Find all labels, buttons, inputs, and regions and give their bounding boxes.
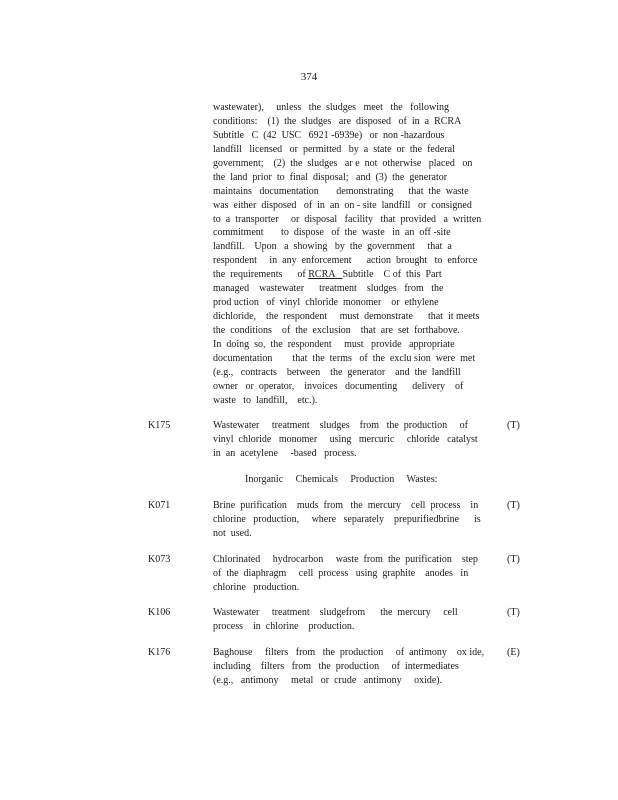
text-line: managed wastewater treatment sludges from the — [213, 283, 444, 295]
text-line: process in chlorine production. — [213, 620, 355, 632]
waste-description — [213, 419, 488, 461]
text-line: prod uction of vinyl chloride monomer or ethylene — [213, 297, 439, 309]
hazard-code: (T) — [507, 500, 520, 511]
waste-code: K175 — [148, 420, 171, 431]
hazard-code: (T) — [507, 607, 520, 618]
text-line: owner or operator, invoices documenting delivery of — [213, 380, 464, 392]
waste-description — [213, 499, 488, 541]
waste-description — [213, 553, 488, 595]
text-line: was either disposed of in an on - site landfill or consigned — [213, 199, 472, 211]
text-line: landfill. Upon a showing by the government that a — [213, 241, 452, 253]
page-number: 374 — [300, 71, 318, 83]
text-line: the land prior to final disposal; and (3) the generator — [213, 171, 448, 183]
text-line: (e.g., contracts between the generator and the landfill — [213, 366, 461, 378]
text-line: documentation that the terms of the exclu sion were met — [213, 352, 476, 364]
waste-code: K176 — [148, 647, 171, 658]
waste-description — [213, 646, 488, 688]
text-line: Subtitle C (42 USC 6921 -6939e) or non -hazardous — [213, 129, 445, 141]
waste-code: K106 — [148, 607, 171, 618]
text-line: of the diaphragm cell process using graphite anodes in — [213, 567, 469, 579]
text-line: Brine purification muds from the mercury cell process in — [213, 500, 479, 511]
text-segment: the requirements of — [213, 269, 309, 281]
text-line: respondent in any enforcement action brought to enforce — [213, 255, 478, 267]
hazard-code: (T) — [507, 420, 520, 431]
underlined-rcra: RCRA — [308, 269, 343, 281]
text-line: Wastewater treatment sludges from the production of — [213, 420, 468, 431]
text-line: wastewater), unless the sludges meet the following — [213, 102, 450, 113]
text-line: not used. — [213, 527, 252, 539]
hazard-code: (T) — [507, 554, 520, 565]
text-line: maintains documentation demonstrating that the waste — [213, 185, 469, 197]
text-line: In doing so, the respondent must provide appropriate — [213, 338, 455, 350]
waste-description — [213, 606, 488, 634]
text-line: including filters from the production of intermediates — [213, 660, 459, 672]
text-line: to a transporter or disposal facility that provided a written — [213, 213, 482, 225]
text-line: waste to landfill, etc.). — [213, 394, 318, 406]
intro-paragraph — [213, 101, 488, 408]
text-line: Baghouse filters from the production of antimony ox ide, — [213, 647, 485, 658]
text-line — [213, 268, 488, 282]
text-segment: Subtitle C of this Part — [342, 269, 442, 281]
text-line: chlorine production. — [213, 581, 300, 593]
text-line: dichloride, the respondent must demonstrate that it meets — [213, 311, 480, 323]
text-line: vinyl chloride monomer using mercuric chloride catalyst — [213, 433, 478, 445]
text-line: Wastewater treatment sludgefrom the mercury cell — [213, 607, 458, 618]
text-line: chlorine production, where separately prepurifiedbrine is — [213, 513, 481, 525]
text-line: landfill licensed or permitted by a state or the federal — [213, 143, 455, 155]
text-line: government; (2) the sludges ar e not otherwise placed on — [213, 157, 473, 169]
text-line: the conditions of the exclusion that are set forthabove. — [213, 325, 460, 336]
text-line: conditions: (1) the sludges are disposed of in a RCRA — [213, 115, 462, 127]
section-heading: Inorganic Chemicals Production Wastes: — [245, 474, 438, 485]
text-line: commitment to dispose of the waste in an off -site — [213, 227, 451, 239]
waste-code: K071 — [148, 500, 171, 511]
text-line: (e.g., antimony metal or crude antimony oxide). — [213, 674, 443, 686]
hazard-code: (E) — [507, 647, 520, 658]
waste-code: K073 — [148, 554, 171, 565]
text-line: Chlorinated hydrocarbon waste from the purification step — [213, 554, 478, 565]
text-line: in an acetylene -based process. — [213, 447, 357, 459]
